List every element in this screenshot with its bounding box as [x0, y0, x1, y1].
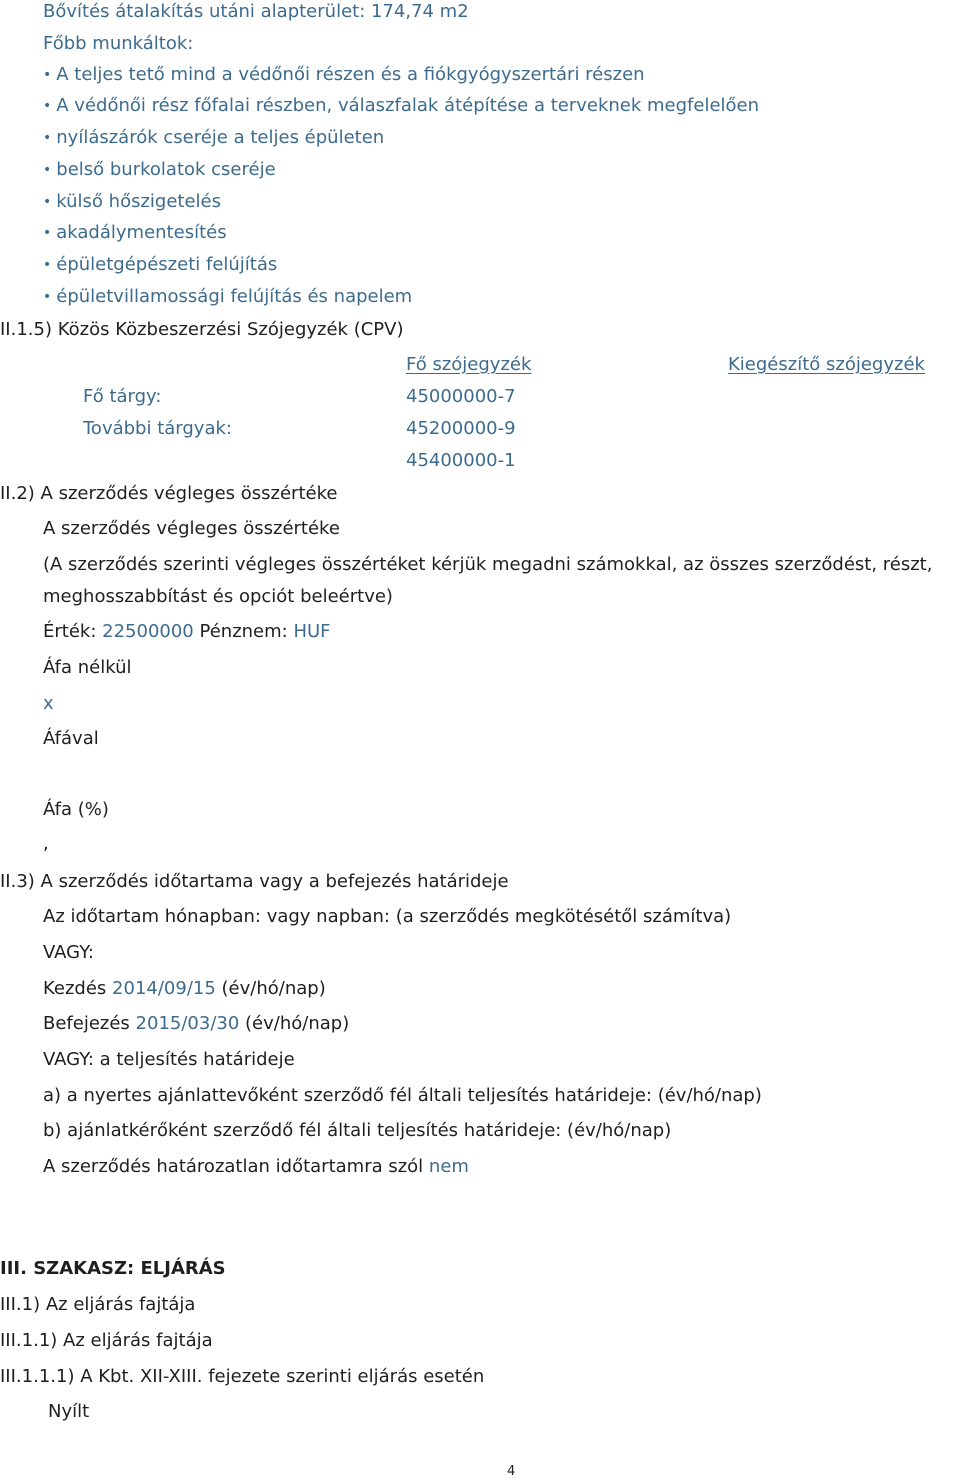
afa-pct-value: ,	[43, 833, 49, 854]
work-item: • épületgépészeti felújítás	[43, 254, 277, 277]
start-line	[43, 978, 326, 1000]
value-note: meghosszabbítást és opciót beleértve)	[43, 586, 393, 607]
penznem-label: Pénznem:	[199, 621, 288, 642]
end-unit: (év/hó/nap)	[245, 1013, 350, 1034]
end-date: 2015/03/30	[135, 1013, 240, 1034]
works-heading: Főbb munkáltok:	[43, 33, 194, 54]
value-heading: II.2) A szerződés végleges összértéke	[0, 483, 338, 504]
section-line: III.1) Az eljárás fajtája	[0, 1294, 196, 1315]
value-note: (A szerződés szerinti végleges összértéket kérjük megadni számokkal, az összes szerződést, részt,	[43, 554, 933, 575]
deadline-b: b) ajánlatkérőként szerződő fél általi teljesítés határideje: (év/hó/nap)	[43, 1120, 672, 1141]
duration-or-deadline: VAGY: a teljesítés határideje	[43, 1049, 295, 1070]
work-item: • A teljes tető mind a védőnői részen és a fiókgyógyszertári részen	[43, 64, 645, 87]
cpv-extra-code: 45200000-9	[406, 418, 516, 439]
afa-mark: x	[43, 693, 54, 714]
end-label: Befejezés	[43, 1013, 130, 1034]
area-line: Bővítés átalakítás utáni alapterület: 174,74 m2	[43, 1, 469, 22]
work-item: • nyílászárók cseréje a teljes épületen	[43, 127, 384, 150]
duration-heading: II.3) A szerződés időtartama vagy a befejezés határideje	[0, 871, 509, 892]
indefinite-line	[43, 1156, 469, 1178]
work-item: • akadálymentesítés	[43, 222, 227, 245]
section-title: III. SZAKASZ: ELJÁRÁS	[0, 1258, 226, 1279]
work-item: • belső burkolatok cseréje	[43, 159, 276, 182]
work-item: • épületvillamossági felújítás és napelem	[43, 286, 412, 309]
cpv-heading: II.1.5) Közös Közbeszerzési Szójegyzék (CPV)	[0, 319, 404, 340]
cpv-extra-code: 45400000-1	[406, 450, 516, 471]
indefinite-label: A szerződés határozatlan időtartamra szól	[43, 1156, 424, 1177]
start-date: 2014/09/15	[112, 978, 216, 999]
cpv-col-main: Fő szójegyzék	[406, 354, 532, 375]
start-unit: (év/hó/nap)	[221, 978, 326, 999]
duration-or: VAGY:	[43, 942, 94, 963]
end-line	[43, 1013, 349, 1035]
work-item: • A védőnői rész főfalai részben, válaszfalak átépítése a terveknek megfelelően	[43, 95, 759, 118]
afa-pct-label: Áfa (%)	[43, 799, 109, 820]
afa-nelkul: Áfa nélkül	[43, 657, 132, 678]
cpv-main-label: Fő tárgy:	[83, 386, 162, 407]
ertek-value: 22500000	[102, 621, 194, 642]
value-amount-line	[43, 621, 331, 643]
deadline-a: a) a nyertes ajánlattevőként szerződő fél általi teljesítés határideje: (év/hó/nap)	[43, 1085, 762, 1106]
page-number: 4	[507, 1464, 516, 1479]
afaval: Áfával	[43, 728, 99, 749]
ertek-label: Érték:	[43, 621, 97, 642]
start-label: Kezdés	[43, 978, 107, 999]
value-subheading: A szerződés végleges összértéke	[43, 518, 340, 539]
section-line: III.1.1.1) A Kbt. XII-XIII. fejezete szerinti eljárás esetén	[0, 1366, 485, 1387]
work-item: • külső hőszigetelés	[43, 191, 221, 214]
cpv-col-supp: Kiegészítő szójegyzék	[728, 354, 925, 375]
cpv-main-code: 45000000-7	[406, 386, 516, 407]
indefinite-value: nem	[428, 1156, 469, 1177]
duration-months: Az időtartam hónapban: vagy napban: (a szerződés megkötésétől számítva)	[43, 906, 732, 927]
procedure-type: Nyílt	[48, 1401, 90, 1422]
penznem-value: HUF	[293, 621, 331, 642]
cpv-extra-label: További tárgyak:	[83, 418, 232, 439]
section-line: III.1.1) Az eljárás fajtája	[0, 1330, 213, 1351]
